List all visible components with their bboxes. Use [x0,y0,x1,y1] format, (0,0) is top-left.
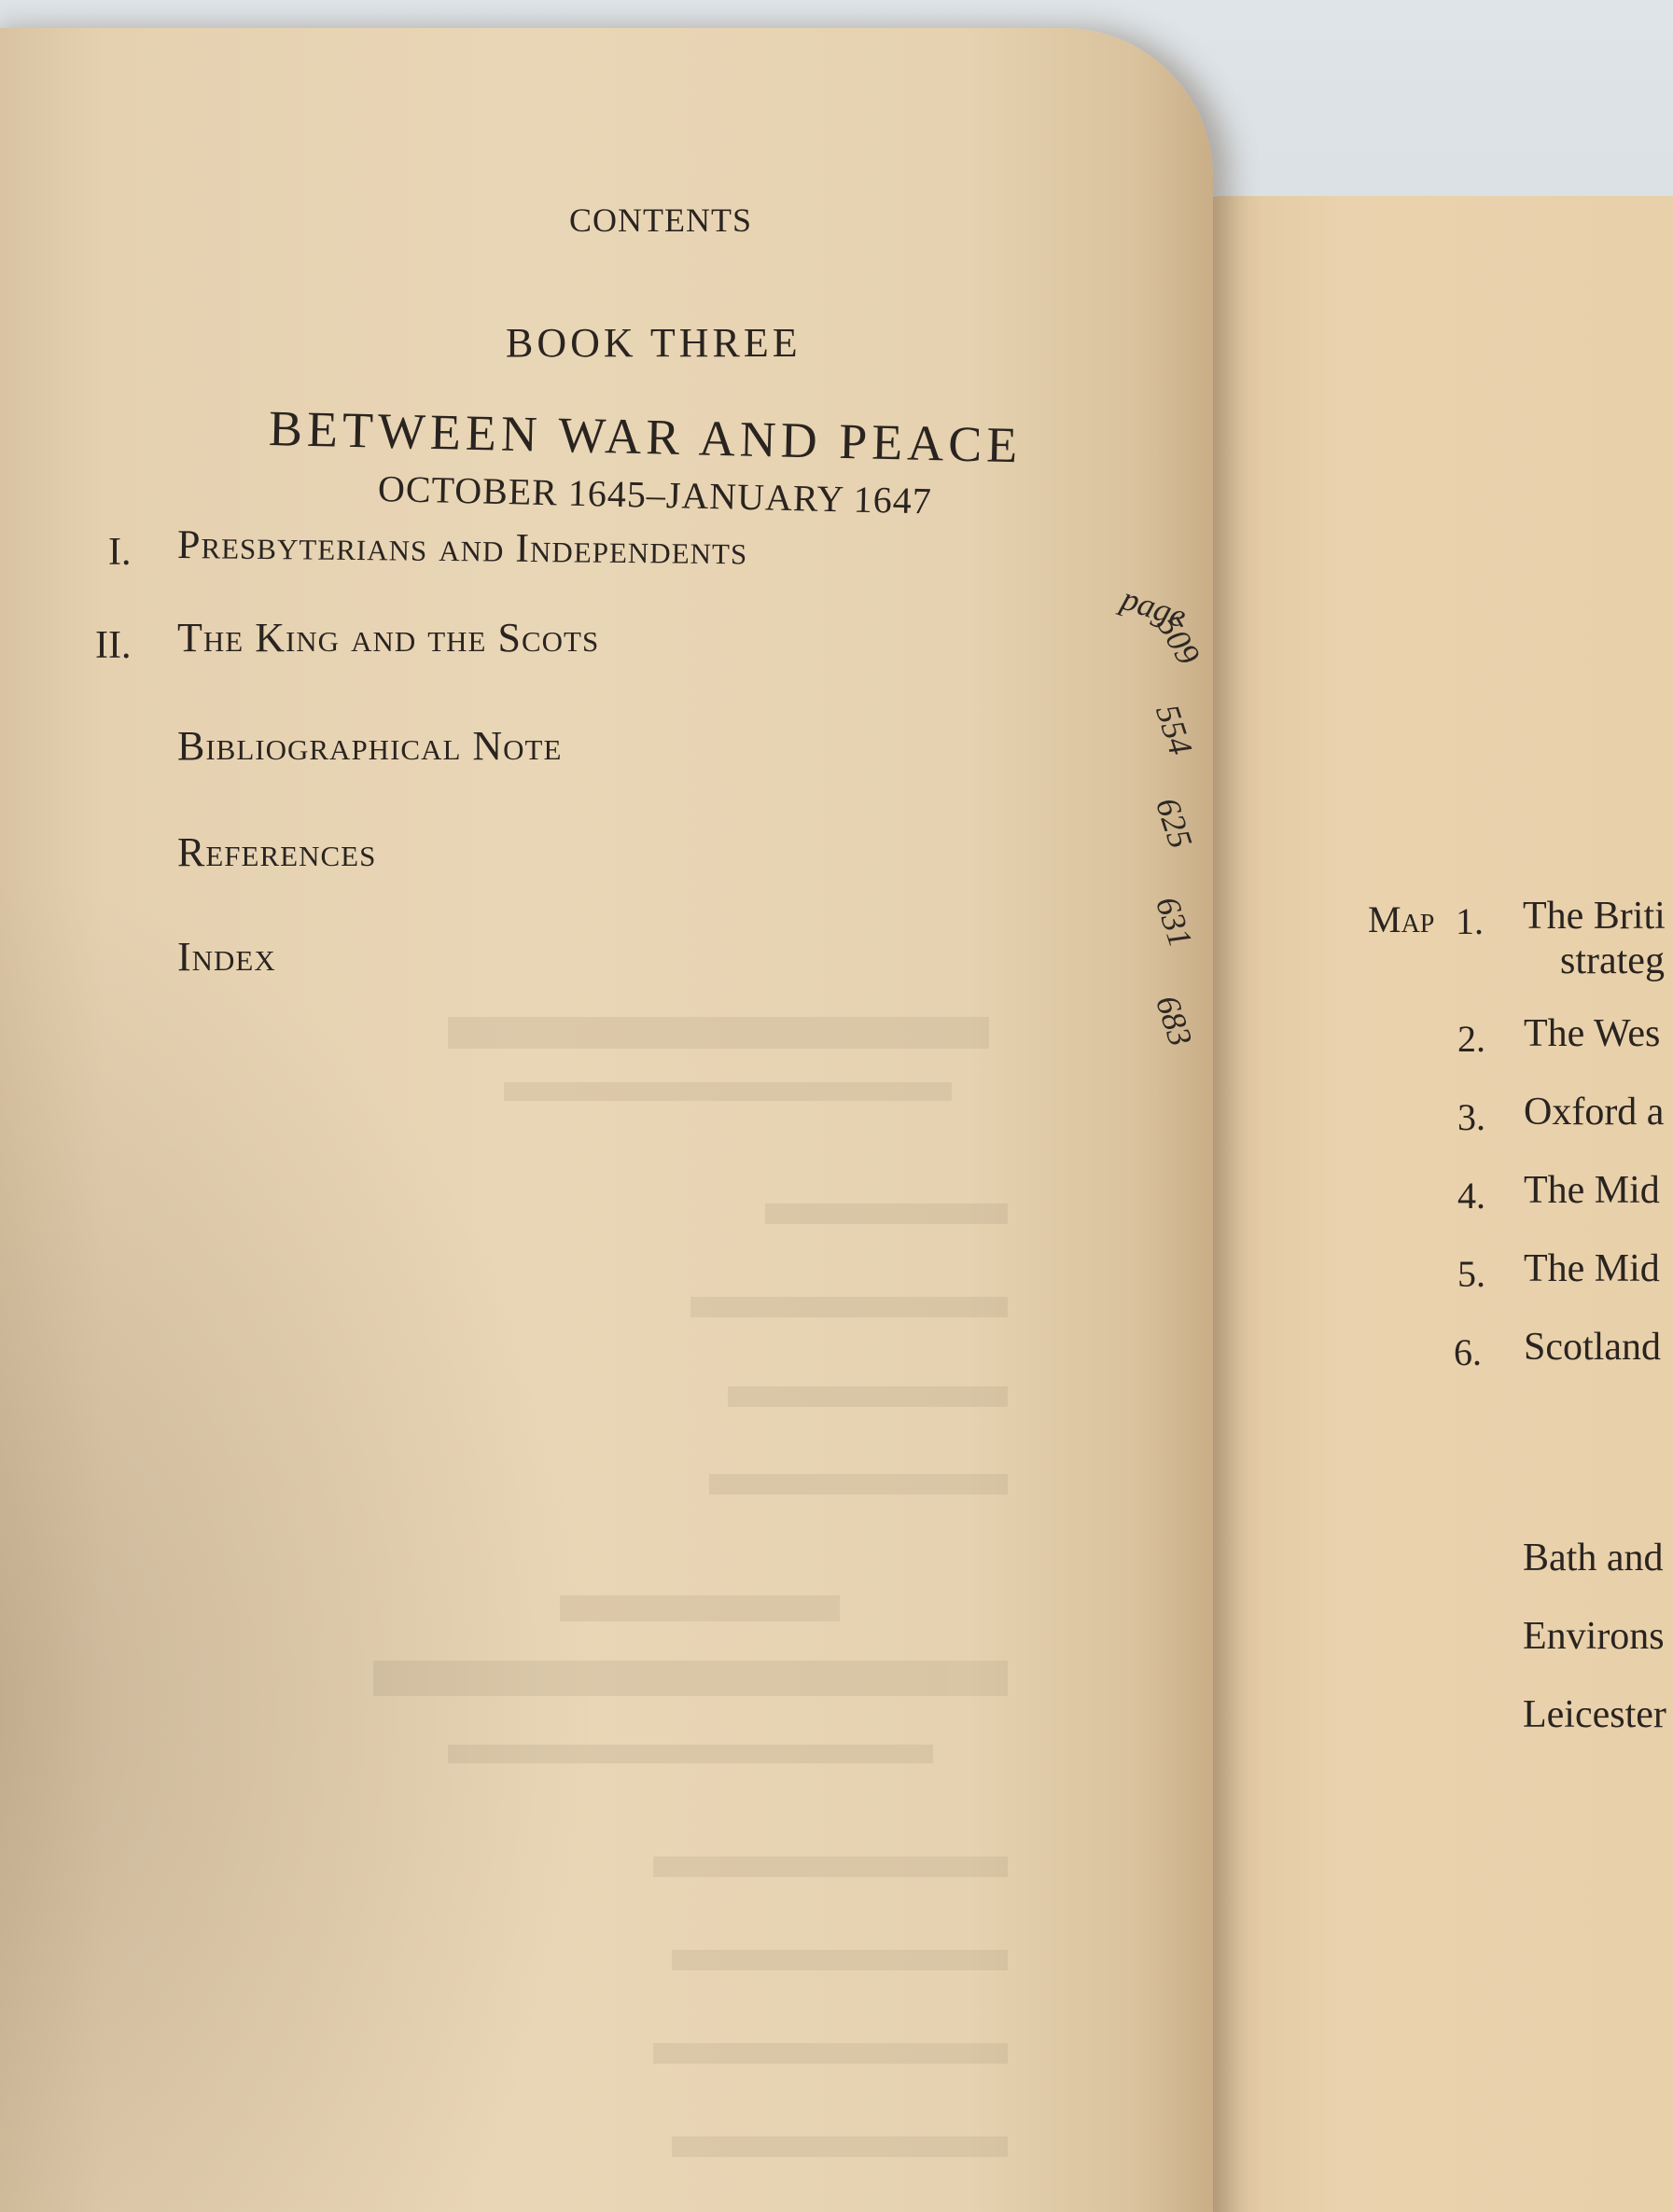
plan-title: Bath and [1523,1537,1664,1579]
map-label: Map [1368,898,1435,940]
running-head: CONTENTS [569,202,752,239]
map-number: 4. [1457,1175,1485,1217]
book-dates: OCTOBER 1645–JANUARY 1647 [377,467,933,522]
map-title: Oxford a [1524,1091,1665,1134]
bleed-through [336,1017,1129,2212]
entry-page-prefix: page [1117,578,1192,635]
entry-title: Presbyterians and Independents [176,522,748,574]
plan-title: Environs [1523,1615,1665,1658]
entry-title: The King and the Scots [177,615,600,661]
entry-title: References [177,829,377,875]
map-number: 1. [1456,900,1484,942]
map-number: 3. [1457,1096,1485,1138]
entry-page: 625 [1149,793,1200,854]
book-number: BOOK THREE [506,320,802,366]
entry-page: 683 [1149,991,1200,1051]
map-title: The Mid [1524,1169,1660,1212]
entry-page: 554 [1149,700,1200,760]
entry-number: II. [95,624,132,667]
map-number: 6. [1454,1331,1482,1373]
left-page [0,28,1213,2212]
map-title: Scotland [1524,1326,1661,1369]
map-title-line2: strateg [1560,939,1665,982]
right-page [1185,196,1673,2212]
map-title: The Mid [1524,1247,1660,1290]
map-title: The Wes [1524,1012,1661,1055]
map-number: 2. [1457,1018,1485,1060]
plan-title: Leicester [1523,1693,1666,1736]
entry-title: Index [177,934,276,980]
map-number: 5. [1457,1253,1485,1295]
book-title: BETWEEN WAR AND PEACE [268,400,1023,474]
entry-title: Bibliographical Note [177,723,563,769]
entry-page: 509 [1150,608,1208,672]
entry-number: I. [108,531,132,574]
map-title: The Briti [1523,895,1666,938]
entry-page: 631 [1149,892,1200,953]
